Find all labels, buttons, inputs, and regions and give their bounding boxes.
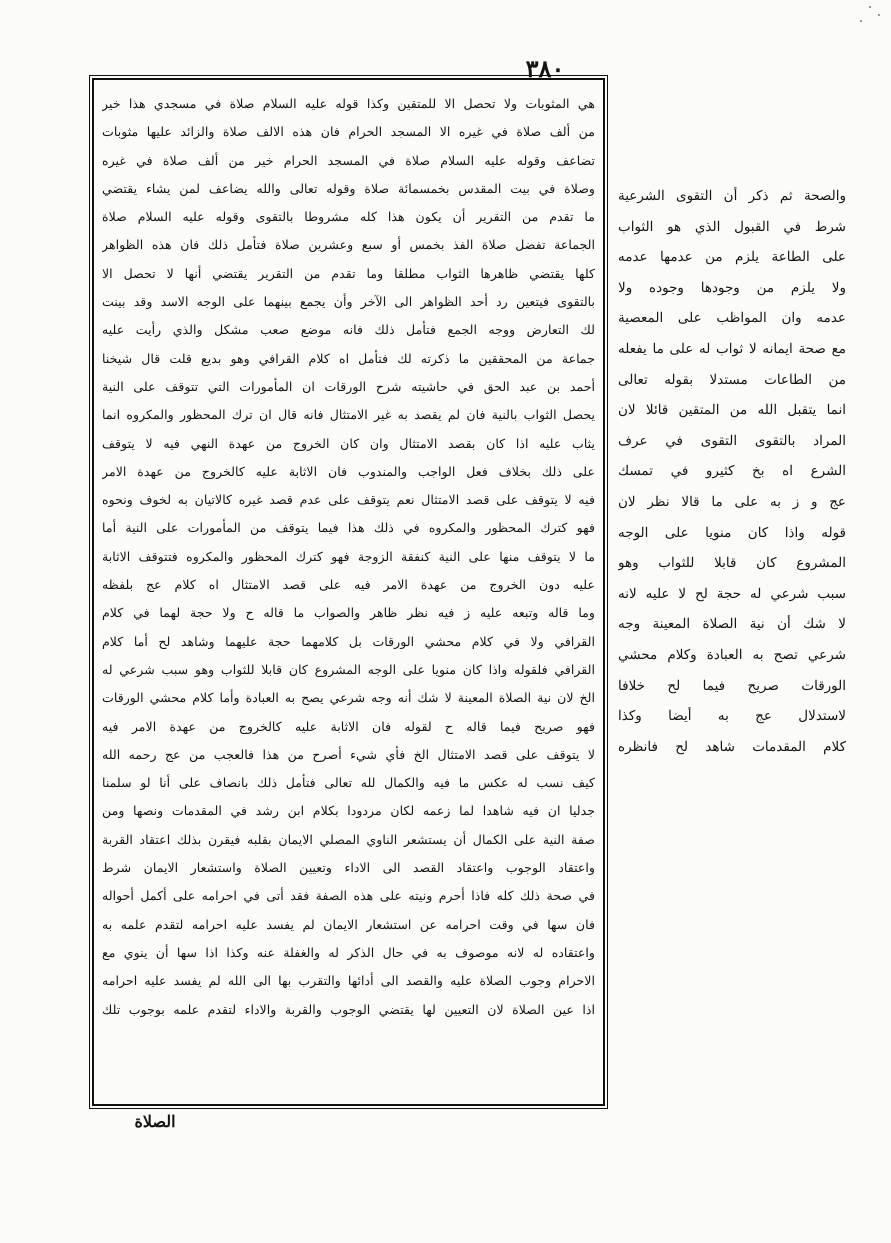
- main-text-line: ما تقدم من التقرير أن يكون هذا كله مشروطا بالتقوى وقوله عليه السلام صلاة: [102, 209, 595, 225]
- margin-text-line: عج و ز به على ما قالا نظر لان: [618, 493, 846, 510]
- main-text-line: في صحة ذلك كله فاذا أحرم ونيته على هذه الصفة فقد أتى في احرامه على أكمل أحواله: [102, 888, 595, 904]
- margin-commentary: [618, 181, 846, 762]
- main-text-line: كيف نسب له عكس ما فيه والكمال لله تعالى فتأمل ذلك بانصاف على أنا لو سلمنا: [102, 775, 595, 791]
- margin-text-line: شرط في القبول الذي هو الثواب: [618, 218, 846, 235]
- margin-text-line: والصحة ثم ذكر أن التقوى الشرعية: [618, 188, 846, 204]
- main-text-line: كلها يقتضي ظاهرها الثواب مطلقا وما تقدم من التقرير يقتضي أنها لا تحصل الا: [102, 265, 595, 281]
- margin-text-line: الورقات صريح فيما لح خلافا: [618, 677, 846, 694]
- margin-text-line: عدمه وان المواظب على المعصية: [618, 310, 846, 327]
- margin-text-line: من الطاعات مستدلا بقوله تعالى: [618, 371, 846, 388]
- main-text-line: هي المثوبات ولا تحصل الا للمتقين وكذا قوله عليه السلام صلاة في مسجدي هذا خير: [102, 96, 595, 111]
- main-text-line: تضاعف وقوله عليه السلام صلاة في المسجد الحرام خير من ألف صلاة في غيره: [102, 152, 595, 168]
- main-text-line: وما قاله وتبعه عليه ز فيه نظر ظاهر والصواب ما قاله ح ولا حجة لهما في كلام: [102, 605, 595, 621]
- margin-text-line: الشرع اه بخ كثيرو في تمسك: [618, 463, 846, 480]
- margin-text-line: شرعي تصح به العبادة وكلام محشي: [618, 646, 846, 663]
- main-text-line: جدليا ان فيه شاهدا لما زعمه لكان مردودا بكلام ابن رشد في المقدمات ونصها ومن: [102, 803, 595, 819]
- speck: [869, 6, 871, 8]
- margin-text-line: لاستدلال عج به أيضا وكذا: [618, 708, 846, 725]
- speck: [878, 14, 880, 16]
- main-text-line: فان سها في وقت احرامه عن استشعار الايمان لم يفسد عليه احرامه لتقدم علمه به: [102, 916, 595, 932]
- margin-text-line: انما يتقبل الله من المتقين قائلا لان: [618, 402, 846, 419]
- main-text-line: أحمد بن عبد الحق في حاشيته شرح الورقات ان المأمورات التي تتوقف على النية: [102, 378, 595, 394]
- main-text-line: بالتقوى فيتعين رد أحد الظواهر الى الآخر وأن يجمع بينهما على الوجه الاسد وقد بينت: [102, 294, 595, 310]
- margin-text-line: المراد بالتقوى التقوى في عرف: [618, 432, 846, 449]
- main-text-line: يثاب عليه اذا كان بقصد الامتثال وان كان الخروج من عهدة النهي فيه لا يتوقف: [102, 435, 595, 451]
- margin-text-line: قوله واذا كان منويا على الوجه: [618, 524, 846, 541]
- margin-text-line: سبب شرعي له حجة لح لا عليه لانه: [618, 585, 846, 602]
- margin-text-line: مع صحة ايمانه لا ثواب له على ما يفعله: [618, 340, 846, 357]
- main-text-line: يحصل الثواب بالنية فان لم يقصد به غير الامتثال فانه قال ان ترك المحظور والمكروه انما: [102, 407, 595, 423]
- main-text-line: القرافي ولا في كلام محشي الورقات بل كلامهما حجة عليهما وشاهد لح أما كلام: [102, 633, 595, 649]
- catchword: الصلاة: [134, 1112, 176, 1131]
- margin-text-line: لا شك أن نية الصلاة المعينة وجه: [618, 616, 846, 633]
- main-text-block: [102, 90, 595, 1098]
- margin-text-line: كلام المقدمات شاهد لح فانظره: [618, 738, 846, 755]
- main-text-line: على ذلك بخلاف فعل الواجب والمندوب فان الاثابة عليه كالخروج من عهدة الامر: [102, 463, 595, 479]
- main-text-line: القرافي فلقوله واذا كان منويا على الوجه المشروع كان قابلا للثواب وهو سبب شرعي له: [102, 661, 595, 677]
- main-text-line: اذا عين الصلاة لان التعيين لها يقتضي الوجوب والقربة والاداء لتقدم علمه بوجوب تلك: [102, 1001, 595, 1017]
- main-text-frame: [92, 78, 605, 1106]
- main-text-line: لك التعارض ووجه الجمع فتأمل ذلك فانه موضع صعب مشكل والذي رأيت عليه: [102, 322, 595, 338]
- main-text-line: لا يتوقف على قصد الامتثال الخ فأي شيء أصرح من هذا فالعجب من عج رحمه الله: [102, 746, 595, 762]
- main-text-line: ما لا يتوقف منها على النية كنفقة الزوجة فهو كترك المحظور والمكروه فتتوقف الاثابة: [102, 548, 595, 564]
- margin-text-line: المشروع كان قابلا للثواب وهو: [618, 555, 846, 572]
- main-text-line: الاحرام وجوب الصلاة عليه والقصد الى أدائها والتقرب بها الى الله لم يفسد عليه احرامه: [102, 973, 595, 989]
- speck: [860, 20, 862, 22]
- page-number: ٣٨٠: [525, 54, 565, 83]
- main-text-line: فهو صريح فيما قاله ح لقوله فان الاثابة عليه كالخروج من عهدة الامر فيه: [102, 718, 595, 734]
- main-text-line: وصلاة في بيت المقدس بخمسمائة صلاة وقوله تعالى والله يضاعف لمن يشاء يقتضي: [102, 180, 595, 196]
- main-text-line: جماعة من المحققين ما ذكرته لك فتأمل اه كلام القرافي وهو بديع قلت قال شيخنا: [102, 350, 595, 366]
- main-text-line: عليه دون الخروج من عهدة الامر فيه على قصد الامتثال اه كلام عج بلفظه: [102, 577, 595, 593]
- main-text-line: واعتقاد الوجوب واعتقاد القصد الى الاداء وتعيين الصلاة واستشعار الايمان شرط: [102, 860, 595, 876]
- main-text-line: فهو كترك المحظور والمكروه في ذلك هذا فيما يتوقف من المأمورات على النية أما: [102, 520, 595, 536]
- main-text-line: فيه لا يتوقف على قصد الامتثال نعم يتوقف على عدم قصد غيره كالاتيان به لخوف ونحوه: [102, 492, 595, 508]
- main-text-line: الخ لان نية الصلاة المعينة لا شك أنه وجه شرعي يصح به العبادة وأما كلام محشي الورقات: [102, 690, 595, 706]
- main-text-line: الجماعة تفضل صلاة الفذ بخمس أو سبع وعشرين صلاة فتأمل ذلك فان هذه الظواهر: [102, 237, 595, 253]
- main-text-line: صفة النية على الكمال أن يستشعر الناوي المصلي الايمان بقلبه فيقرن بذلك اعتقاد القربة: [102, 831, 595, 847]
- margin-text-line: ولا يلزم من وجودها وجوده ولا: [618, 279, 846, 296]
- margin-text-line: على الطاعة يلزم من عدمها عدمه: [618, 249, 846, 266]
- main-text-line: من ألف صلاة في غيره الا المسجد الحرام فان هذه الالف صلاة والزائد عليها مثوبات: [102, 124, 595, 140]
- main-text-line: واعتقاده له لانه موصوف به في حال الذكر له والغفلة عنه وكذا اذا سها أن ينوي مع: [102, 944, 595, 960]
